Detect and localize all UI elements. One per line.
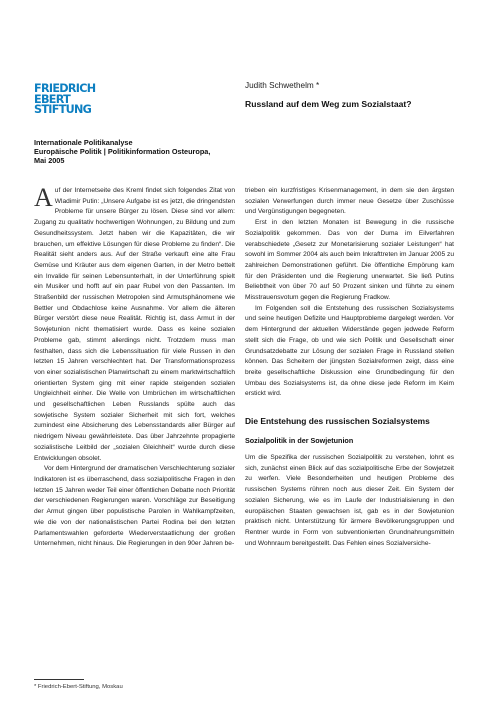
subsection-heading: Sozialpolitik in der Sowjetunion <box>245 436 354 446</box>
document-title: Russland auf dem Weg zum Sozialstaat? <box>245 99 412 109</box>
paragraph: Erst in den letzten Monaten ist Bewegung in die russische Sozialpolitik gekommen. Das von der Duma im Eilverfahren verabschiedete „Gesetz zur Monetarisierung sozialer Leistungen“ hat sowohl im Sommer 2004 als auch beim Inkrafttreten im Januar 2005 zu zahlreichen Demonstrationen geführt. Die öffentliche Empörung kam für den Präsidenten und die Regierung unerwartet. Sie ließ Putins Beliebtheit von über 70 auf 50 Prozent sinken und führte zu einem Misstrauensvotum gegen die Regierung Fradkow. <box>245 219 454 302</box>
section-heading: Die Entstehung des russischen Sozialsystems <box>245 416 430 427</box>
logo-line-3: STIFTUNG <box>34 103 92 117</box>
series-line-1: Internationale Politikanalyse <box>34 138 133 147</box>
series-line-3: Mai 2005 <box>34 156 65 165</box>
intro-paragraph <box>34 183 235 464</box>
paragraph: Vor dem Hintergrund der dramatischen Verschlechterung sozialer Indikatoren ist es überraschend, dass sozialpolitische Fragen in den letzten 15 Jahren weder Teil einer öffentlichen Debatte noch Priorität der verschiedenen Regierungen waren. Vorschläge zur Beseitigung der Armut gingen über populistische Parolen in Wahlkampfzeiten, wie die von der nationalistischen Partei Rodina bei den letzten Parlamentswahlen geforderte Wiederverstaatlichung der großen Unternehmen, nicht hinaus. Die Regierungen in den 90er Jahren be- <box>34 465 235 548</box>
logo-line-1: FRIEDRICH <box>34 82 96 95</box>
paragraph: Im Folgenden soll die Entstehung des russischen Sozialsystems und seine heutigen Defizite und Hauptprobleme dargelegt werden. Vor dem Hintergrund der aktuellen Widerstände gegen jedwede Reform stellt sich die Frage, ob und wie sich Politik und Gesellschaft einer Grundsatzdebatte zur Lösung der sozialen Frage in Russland stellen können. Das Scheitern der jüngsten Sozialreformen zeigt, dass eine breite gesellschaftliche Diskussion eine Grundbedingung für den Umbau des Sozialsystems ist, da ohne diese jede Reform im Keim erstickt wird. <box>245 304 454 398</box>
footnote-rule <box>34 679 84 680</box>
drop-cap: A <box>34 183 53 212</box>
right-column <box>245 186 454 549</box>
paragraph: trieben ein kurzfristiges Krisenmanagement, in dem sie den ärgsten sozialen Verwerfungen durch immer neue Gesetze über Zuschüsse und Vergünstigungen begegneten. <box>245 187 454 216</box>
author: Judith Schwethelm * <box>245 81 320 90</box>
series-info <box>34 138 249 165</box>
paragraph: Um die Spezifika der russischen Sozialpolitik zu verstehen, lohnt es sich, zunächst einen Blick auf das sozialpolitische Erbe der Sowjetzeit zu werfen. Viele Besonderheiten und heutigen Probleme des russischen Systems rühren noch aus dieser Zeit. Ein System der sozialen Sicherung, wie es im Laufe der Industrialisierung in den europäischen Staaten gewachsen ist, gab es in der Sowjetunion praktisch nicht. Unterstützung für ärmere Bevölkerungsgruppen und Rentner wurde in Form von subventionierten Grundnahrungsmitteln und Wohnraum bereitgestellt. Das Fehlen eines Sozialversiche- <box>245 454 454 547</box>
foundation-logo <box>34 84 106 144</box>
footnote: * Friedrich-Ebert-Stiftung, Moskau <box>34 684 123 690</box>
logo-line-2: EBERT <box>34 92 71 106</box>
series-line-2: Europäische Politik | Politikinformation Osteuropa, <box>34 147 211 156</box>
intro-text: uf der Internetseite des Kreml findet sich folgendes Zitat von Wladimir Putin: „Unsere Aufgabe ist es jetzt, die dringendsten Probleme für unsere Bürger zu lösen. Diese sind vor allem: Zugang zu qualitativ hochwertigen Wohnungen, zu Bildung und zum Gesundheitssystem. Jetzt haben wir die Kapazitäten, die wir brauchen, um effektive Lösungen für diese Probleme zu finden“. Die Realität sieht anders aus. Auf der Straße verkauft eine alte Frau Gemüse und Kräuter aus dem eigenen Garten, in der Metro bettelt ein Invalide für seinen Lebensunterhalt, in der Unterführung spielt ein Musiker und hofft auf ein paar Rubel von den Passanten. Im Straßenbild der russischen Metropolen sind Armutsphänomene wie Bettler und Obdachlose keine Ausnahme. Vor allem die älteren Bürger verstört diese neue Realität. Richtig ist, dass Armut in der Sowjetunion nicht thematisiert wurde. Dass es keine sozialen Probleme gab, stimmt allerdings nicht. Trotzdem muss man festhalten, dass sich die Lebenssituation für viele Russen in den letzten 15 Jahren verschlechtert hat. Der Transformationsprozess von einer sozialistischen Planwirtschaft zu einem marktwirtschaftlich orientierten System ging mit einer rapide steigenden sozialen Ungleichheit einher. Die Welle von Umbrüchen im wirtschaftlichen und gesellschaftlichen Leben Russlands spülte auch das sowjetische System sozialer Sicherheit mit sich fort, welches zumindest eine Absicherung des Lebensstandards aller Bürger auf niedrigem Niveau gewährleistete. Das über Jahrzehnte propagierte sozialistische Leitbild der „sozialen Gleichheit“ wurde durch diese Entwicklungen obsolet. <box>34 187 235 462</box>
left-column <box>34 183 235 550</box>
